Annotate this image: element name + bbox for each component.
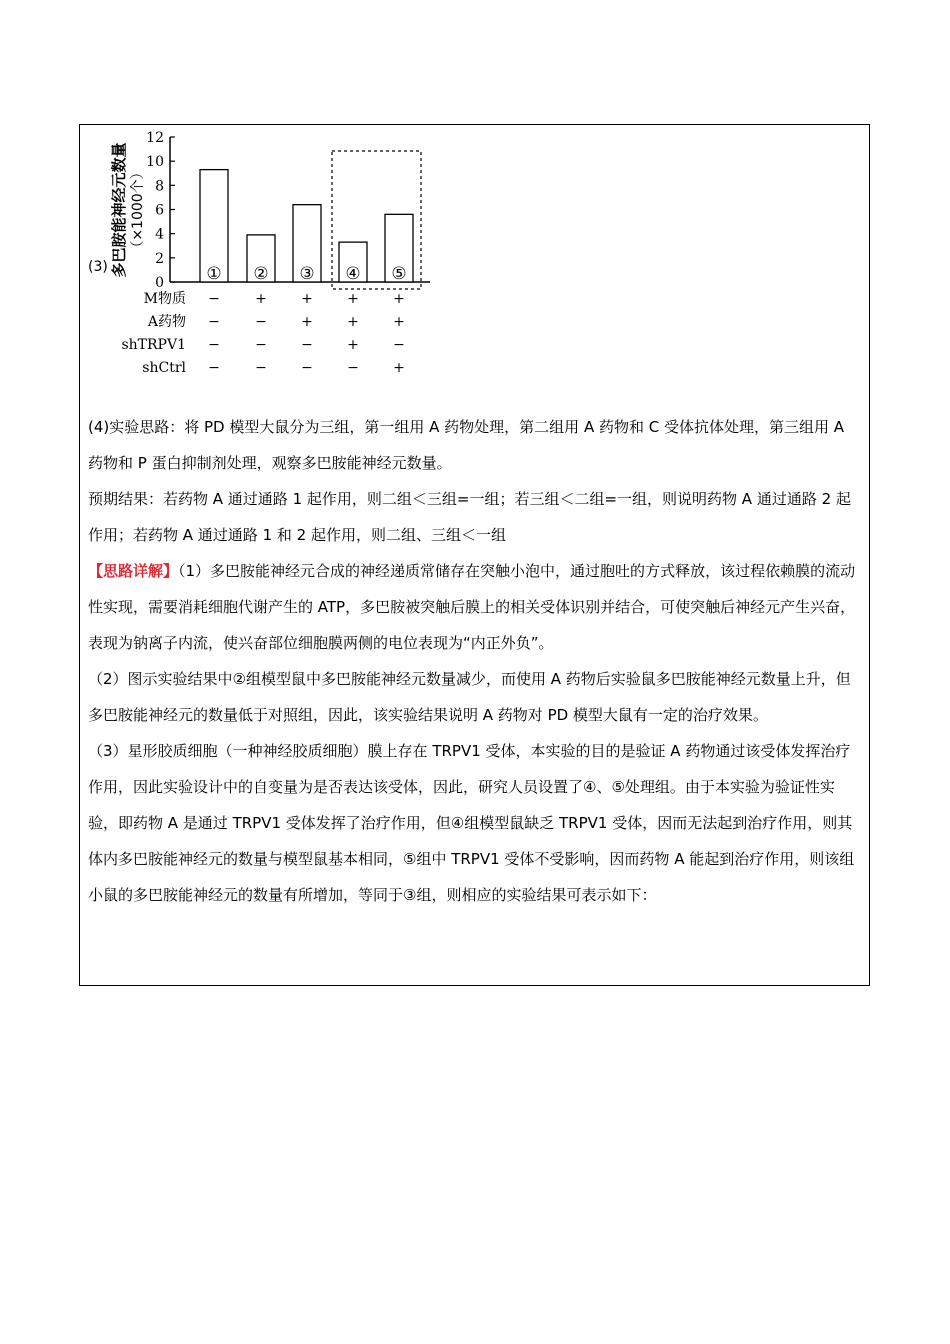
treatment-mark: − <box>208 291 220 307</box>
y-tick-label: 8 <box>155 178 164 195</box>
y-tick-label: 6 <box>155 202 164 219</box>
y-tick-label: 4 <box>155 226 164 243</box>
treatment-mark: + <box>393 314 405 330</box>
y-tick-label: 12 <box>146 130 164 146</box>
treatment-mark: + <box>347 337 359 353</box>
treatment-mark: + <box>393 360 405 376</box>
treatment-table <box>121 290 404 376</box>
answer-text <box>88 409 860 913</box>
analysis-1 <box>88 553 860 661</box>
y-tick-label: 2 <box>155 250 164 267</box>
bar-label: ③ <box>299 264 315 284</box>
analysis-3: （3）星形胶质细胞（一种神经胶质细胞）膜上存在 TRPV1 受体，本实验的目的是验证 A 药物通过该受体发挥治疗作用，因此实验设计中的自变量为是否表达该受体，因此，研究人员设置了④、⑤处理组。由于本实验为验证性实验，即药物 A 是通过 TRPV1 受体发挥了治疗作用，但④组模型鼠缺乏 TRPV1 受体，因而无法起到治疗作用，则其体内多巴胺能神经元的数量与模型鼠基本相同，⑤组中 TRPV1 受体不受影响，因而药物 A 能起到治疗作用，则该组小鼠的多巴胺能神经元的数量有所增加，等同于③组，则相应的实验结果可表示如下： <box>88 742 855 904</box>
expected-result: 预期结果：若药物 A 通过通路 1 起作用，则二组＜三组=一组；若三组＜二组=一组，则说明药物 A 通过通路 2 起作用；若药物 A 通过通路 1 和 2 起作用，则二组、三组＜一组 <box>88 490 851 544</box>
bars <box>200 151 421 289</box>
treatment-mark: − <box>301 337 313 353</box>
treatment-label: M物质 <box>143 291 186 307</box>
bar-label: ⑤ <box>391 264 407 284</box>
y-axis-unit: （×1000个） <box>130 165 146 255</box>
treatment-label: shTRPV1 <box>121 337 186 353</box>
treatment-mark: − <box>255 314 267 330</box>
treatment-mark: + <box>255 291 267 307</box>
treatment-mark: − <box>347 360 359 376</box>
treatment-mark: − <box>208 360 220 376</box>
bar-chart-svg <box>80 125 871 385</box>
answer-frame <box>79 124 870 986</box>
analysis-2: （2）图示实验结果中②组模型鼠中多巴胺能神经元数量减少，而使用 A 药物后实验鼠多巴胺能神经元数量上升，但多巴胺能神经元的数量低于对照组，因此，该实验结果说明 A 药物对 PD 模型大鼠有一定的治疗效果。 <box>88 670 851 724</box>
treatment-mark: − <box>208 337 220 353</box>
analysis-heading: 【思路详解】 <box>88 562 179 580</box>
treatment-mark: + <box>393 291 405 307</box>
treatment-mark: − <box>301 360 313 376</box>
treatment-label: A药物 <box>147 314 186 330</box>
treatment-label: shCtrl <box>142 360 186 376</box>
y-axis-label-group <box>110 142 146 277</box>
y-tick-label: 0 <box>155 275 164 291</box>
treatment-mark: + <box>347 314 359 330</box>
bar-label: ② <box>253 264 269 284</box>
question-label: (3) <box>88 259 108 275</box>
bar-label: ④ <box>345 264 361 284</box>
treatment-mark: + <box>301 314 313 330</box>
y-tick-label: 10 <box>146 154 164 171</box>
treatment-mark: − <box>208 314 220 330</box>
y-axis-label: 多巴胺能神经元数量 <box>110 142 128 278</box>
treatment-mark: − <box>393 337 405 353</box>
analysis-1-text: （1）多巴胺能神经元合成的神经递质常储存在突触小泡中，通过胞吐的方式释放，该过程依赖膜的流动性实现，需要消耗细胞代谢产生的 ATP，多巴胺被突触后膜上的相关受体识别并结合，可使突触后神经元产生兴奋，表现为钠离子内流，使兴奋部位细胞膜两侧的电位表现为“内正外负”。 <box>88 562 856 652</box>
bar-label: ① <box>206 264 222 284</box>
treatment-mark: + <box>301 291 313 307</box>
treatment-mark: − <box>255 360 267 376</box>
treatment-mark: + <box>347 291 359 307</box>
experiment-idea: (4)实验思路：将 PD 模型大鼠分为三组，第一组用 A 药物处理，第二组用 A 药物和 C 受体抗体处理，第三组用 A 药物和 P 蛋白抑制剂处理，观察多巴胺能神经元数量。 <box>88 418 845 472</box>
treatment-mark: − <box>255 337 267 353</box>
